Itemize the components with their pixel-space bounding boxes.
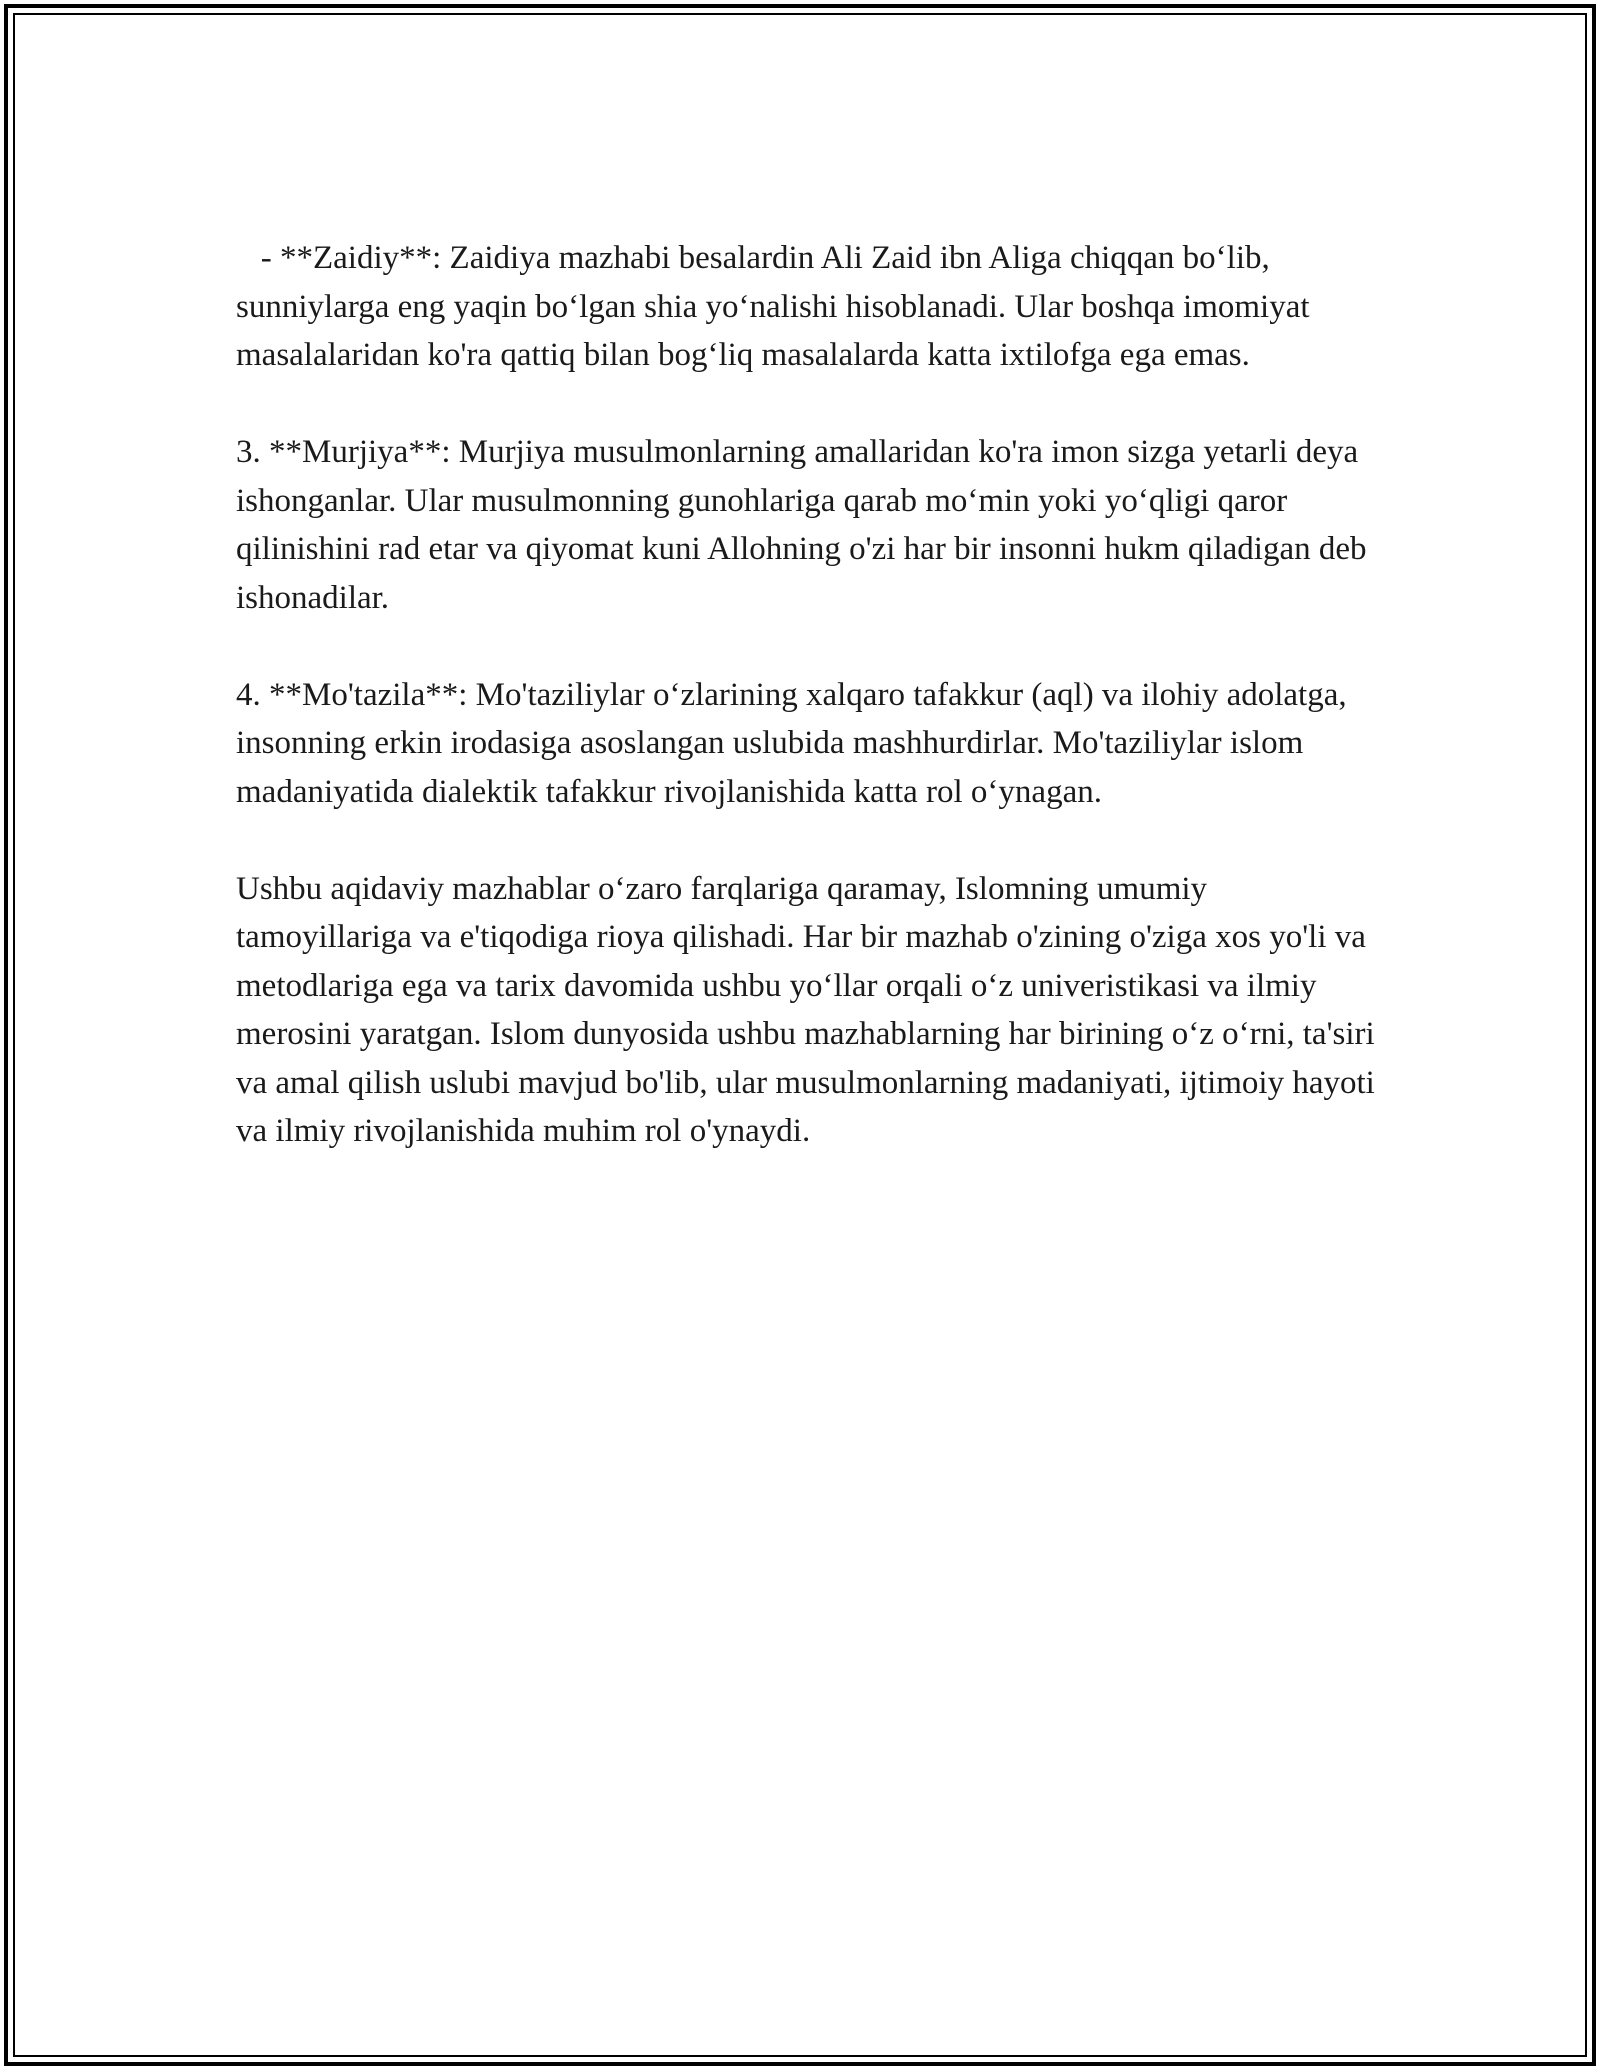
paragraph-zaidiy: - **Zaidiy**: Zaidiya mazhabi besalardin Ali Zaid ibn Aliga chiqqan bo‘lib, sunniylarga eng yaqin bo‘lgan shia yo‘nalishi hisoblanadi. Ular boshqa imomiyat masalalaridan ko'ra qattiq bilan bog‘liq masalalarda katta ixtilofga ega emas.: [236, 240, 1318, 373]
paragraph-murjiya: 3. **Murjiya**: Murjiya musulmonlarning amallaridan ko'ra imon sizga yetarli deya ishonganlar. Ular musulmonning gunohlariga qarab mo‘min yoki yo‘qligi qaror qilinishini rad etar va qiyomat kuni Allohning o'zi har bir insonni hukm qiladigan deb ishonadilar.: [236, 434, 1367, 616]
paragraph-motazila: 4. **Mo'tazila**: Mo'taziliylar o‘zlarining xalqaro tafakkur (aql) va ilohiy adolatga, insonning erkin irodasiga asoslangan uslubida mashhurdirlar. Mo'taziliylar islom madaniyatida dialektik tafakkur rivojlanishida katta rol o‘ynagan.: [236, 676, 1347, 810]
document-body: [236, 234, 1376, 1156]
paragraph-conclusion: Ushbu aqidaviy mazhablar o‘zaro farqlariga qaramay, Islomning umumiy tamoyillariga va e'tiqodiga rioya qilishadi. Har bir mazhab o'zining o'ziga xos yo'li va metodlariga ega va tarix davomida ushbu yo‘llar orqali o‘z univeristikasi va ilmiy merosini yaratgan. Islom dunyosida ushbu mazhablarning har birining o‘z o‘rni, ta'siri va amal qilish uslubi mavjud bo'lib, ular musulmonlarning madaniyati, ijtimoiy hayoti va ilmiy rivojlanishida muhim rol o'ynaydi.: [236, 870, 1375, 1149]
